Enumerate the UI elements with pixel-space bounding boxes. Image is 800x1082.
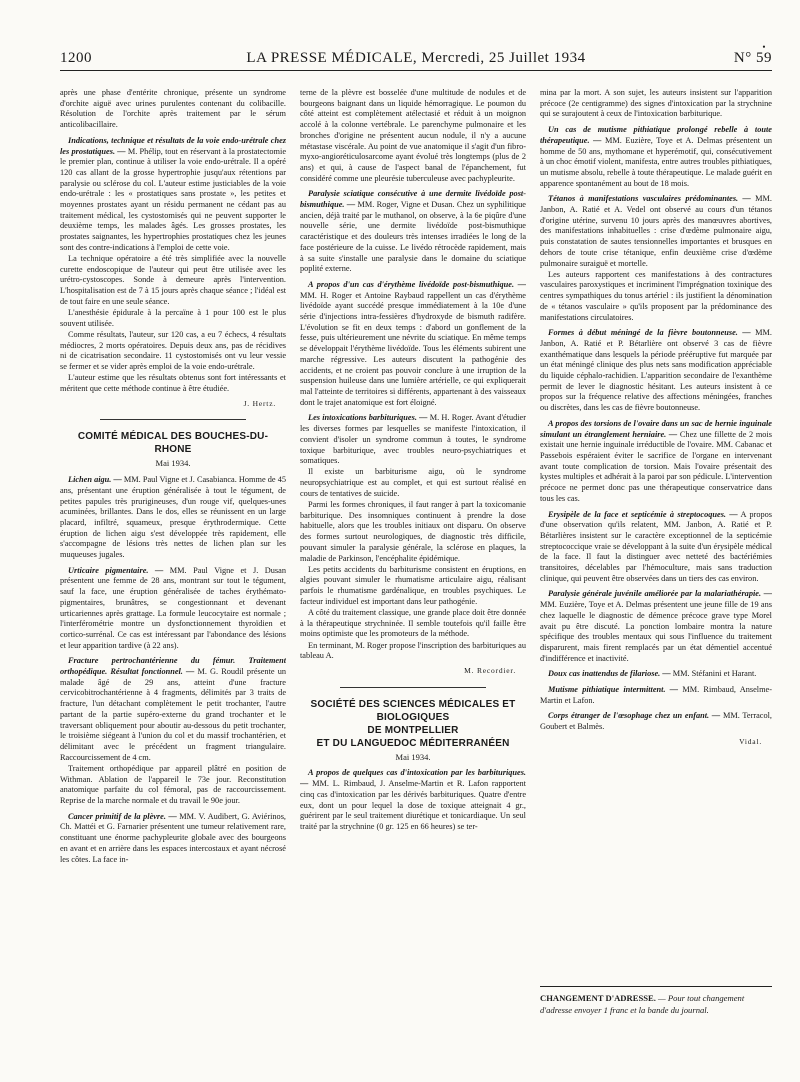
column-2 <box>300 88 526 1064</box>
abstract-title: Corps étranger de l'œsophage chez un enfant. — <box>548 711 721 721</box>
paragraph: Traitement orthopédique par appareil plâtré en position de Withman. Ablation de l'appareil le 73e jour. Reconstitution anatomique parfaite du col fémoral, pas de raccourcissement. Reprise de la marche normale et du travail le 90e jour. <box>60 763 286 805</box>
abstract-paragraph <box>540 194 772 269</box>
abstract-paragraph <box>540 328 772 414</box>
paragraph: L'auteur estime que les résultats obtenus sont fort intéressants et méritent que cette méthode continue à être étudiée. <box>60 373 286 393</box>
issue-number: N° 59 <box>733 50 772 66</box>
section-divider <box>340 687 486 688</box>
abstract-title: Paralysie générale juvénile améliorée par la malariathérapie. — <box>548 589 772 599</box>
abstract-title: Tétanos à manifestations vasculaires prédominantes. — <box>548 194 751 204</box>
paragraph: En terminant, M. Roger propose l'inscription des barbituriques au tableau A. <box>300 640 526 661</box>
abstract-paragraph <box>60 136 286 254</box>
abstract-body: MM. Rimbaud, Anselme-Martin et Lafon. <box>540 685 772 705</box>
paragraph: A côté du traitement classique, une grande place doit être donnée à la thérapeutique strychninée. Il semble toutefois qu'il faille être moins optimiste que les promoteurs de la méthode. <box>300 608 526 639</box>
abstract-title: Lichen aigu. — <box>68 475 122 485</box>
abstract-title: Doux cas inattendus de filariose. — <box>548 669 671 679</box>
abstract-body: MM. V. Audibert, G. Aviérinos, Ch. Mattéi et G. Farnarier présentent une tumeur relativement rare, constituant une énorme pachypleurite globale avec des bourgeons en avant et en arrière dans les espaces intercostaux et ayant nécrosé les côtes. La face in- <box>60 811 286 864</box>
abstract-title: Fracture pertrochantérienne du fémur. Traitement orthopédique. Résultat fonctionnel. — <box>60 656 286 677</box>
abstract-body: MM. Paul Vigne et J. Casabianca. Homme de 45 ans, présentant une éruption généralisée à tout le tégument, de petites papules très prurigineuses, d'un rouge vif, quelques-unes acuminées, brillantes. Dans le dos, elles se réunissent en un large placard, infiltré, squameux, presque érythrodermique. Cette éruption de lichen aigu s'est développée très rapidement, elle s'accompagne de lésions très nettes de lichen plan sur les muqueuses jugales. <box>60 475 286 560</box>
abstract-title: Paralysie sciatique consécutive à une dermite livédoïde post-bismuthique. — <box>300 189 526 210</box>
abstract-body: A propos d'une observation qu'ils relatent, MM. Janbon, A. Ratié et P. Bétarlières insistent sur le caractère exceptionnel de la septicémie streptococcique vraie se développant à la suite d'un érysipèle médical de la face. Il faut la distinguer avec netteté des bactériémies transitoires, décelables par l'hémoculture, mais sans traduction clinique, qui peuvent être observées dans un tiers des cas environ. <box>540 509 772 583</box>
abstract-paragraph <box>540 125 772 189</box>
abstract-body: MM. Janbon, A. Ratié et P. Bétarlière ont observé 3 cas de fièvre exanthématique dans lesquels la période prééruptive fut marquée par un état méningé clinique des plus nets sans modification appréciable du liquide céphalo-rachidien. L'apparition secondaire de l'exanthème permit de lever le diagnostic hésitant. Les auteurs insistent à ce propos sur la fréquence relative des affections méningées, franches ou discrètes, dans les cas de fièvre boutonneuse. <box>540 328 772 413</box>
section-heading <box>300 698 526 750</box>
abstract-body: Chez une fillette de 2 mois existait une hernie inguinale irréductible de l'ovaire. MM. Cabanac et Passebois espéraient éviter le sacrifice de l'organe en intervenant avant toute complication de torsion. Mais l'ovaire présentait des kystes multiples et adhérait à la paroi par son pédicule. L'intervention précoce ne permet donc pas une thérapeutique conservatrice dans tous les cas. <box>540 429 772 503</box>
paragraph: L'anesthésie épidurale à la percaïne à 1 pour 100 est le plus souvent utilisée. <box>60 308 286 328</box>
abstract-paragraph <box>60 566 286 652</box>
column-3 <box>540 88 772 978</box>
abstract-paragraph <box>540 685 772 706</box>
abstract-paragraph <box>540 510 772 585</box>
header-mark: • <box>762 42 766 52</box>
section-heading-line: SOCIÉTÉ DES SCIENCES MÉDICALES ET BIOLOGIQUES <box>310 698 516 723</box>
abstract-paragraph <box>300 280 526 408</box>
section-heading-line: DE MONTPELLIER <box>367 724 459 736</box>
abstract-body: MM. Euzière, Toye et A. Delmas présentent un homme de 50 ans, mythomane et hyperémotif, qui, consécutivement à un choc émotif violent, manifesta, entre autres troubles pithiatiques, un mutisme absolu, rebelle à toute thérapeutique. Le malade guérit en apparence spontanément au bout de 18 mois. <box>540 135 772 188</box>
abstract-paragraph <box>60 475 286 561</box>
abstract-paragraph <box>540 711 772 732</box>
notice-title: CHANGEMENT D'ADRESSE. <box>540 993 656 1003</box>
abstract-body: MM. Euzière, Toye et A. Delmas présentent une jeune fille de 19 ans chez laquelle le diagnostic de démence précoce grave type Morel avait pu être discuté. La ponction lombaire montra la nature spécifique des troubles mentaux qui sous l'influence du traitement disparurent, mais firent remplacés par un état démentiel accentué d'indifférence et inactivité. <box>540 600 772 663</box>
abstract-title: A propos d'un cas d'érythème livédoïde post-bismuthique. — <box>308 279 526 289</box>
paragraph: Les petits accidents du barbiturisme consistent en éruptions, en algies pouvant simuler le rhumatisme articulaire aigu, réalisant parfois le rhumatisme gardénalique, en troubles psychiques. Le facteur individuel est important dans leur pathogénie. <box>300 564 526 606</box>
abstract-title: Cancer primitif de la plèvre. — <box>68 811 177 821</box>
abstract-title: Urticaire pigmentaire. — <box>68 565 164 575</box>
signature: J. Hertz. <box>243 398 276 408</box>
page-number: 1200 <box>60 50 92 66</box>
abstract-title: Les intoxications barbituriques. — <box>308 413 428 423</box>
abstract-body: MM. H. Roger et Antoine Raybaud rappellent un cas d'érythème livédoïde ayant succédé presque immédiatement à la 10e d'une série d'injections intra-fessières d'hydroxyde de bismuth radifère. L'évolution se fit en deux temps : d'abord un gonflement de la fesse, puis ultérieurement une névrite du sciatique. En même temps se développait l'érythème livédoïde. Tous les éléments subirent une marche régressive. Les auteurs discutent la pathogénie des accidents, et ne croient pas pouvoir conclure à une irruption de la suspension huileuse dans une lumière artérielle, ce qui expliquerait mal l'atteinte de territoires si différents, appartenant à des vaisseaux dont le trajet anatomique est fort éloigné. <box>300 290 526 407</box>
abstract-paragraph <box>300 413 526 467</box>
paragraph: terne de la plèvre est bosselée d'une multitude de nodules et de bourgeons baignant dans un liquide hémorragique. Le poumon du côté atteint est complètement atélectasié et réduit à un moignon accolé à la colonne vertébrale. Le parenchyme pulmonaire et les bronches d'origine ne présentent aucun nodule, il n'y a aucune métastase viscérale. Au point de vue anatomique il s'agit d'un fibro-myxo-angioréticulosarcome ayant évolué très longtemps (plus de 2 ans) et qui, à cause de l'aspect banal de l'épanchement, fut considéré comme une pleurésie tuberculeuse avec pachypleurite. <box>300 88 526 183</box>
section-date: Mai 1934. <box>395 751 431 762</box>
abstract-title: Mutisme pithiatique intermittent. — <box>548 685 679 695</box>
abstract-paragraph <box>300 768 526 832</box>
abstract-body: MM. Paul Vigne et J. Dusan présentent une femme de 28 ans, montrant sur tout le tégument, sauf la face, une éruption généralisée de taches érythémato-pigmentaires, brunâtres, se congestionnant et devenant urticariennes après grattage. La formule leucocytaire est normale ; l'interférométrie montre un dysfonctionnement thyroïdien et cortico-surrénal. Ce cas est intéressant par l'abondance des lésions et leur apparition tardive (à 22 ans). <box>60 565 286 650</box>
column-1 <box>60 88 286 1064</box>
abstract-paragraph <box>540 419 772 505</box>
abstract-body: MM. Stéfanini et Harant. <box>670 669 757 679</box>
signature: Vidal. <box>739 736 762 746</box>
abstract-body: M. H. Roger. Avant d'étudier les diverses formes par lesquelles se manifeste l'intoxication, il convient d'isoler un syndrome commun à toutes, le syndrome toxique barbiturique, avec troubles neuro-psychiatriques et somatiques. <box>300 413 526 466</box>
abstract-body: MM. L. Rimbaud, J. Anselme-Martin et R. Lafon rapportent cinq cas d'intoxication par les dérivés barbituriques. Quatre d'entre eux, dont un pour lequel la dose de toxique atteignait 4 gr., guérirent par le seul traitement diurétique et tonicardiaque. Un seul traité par la strychnine (0 gr. 125 en 66 heures) se ter- <box>300 779 526 831</box>
section-date: Mai 1934. <box>155 458 191 469</box>
abstract-paragraph <box>60 812 286 866</box>
abstract-paragraph <box>300 189 526 275</box>
abstract-body: M. G. Roudil présente un malade âgé de 29 ans, atteint d'une fracture cervicobitrochantérienne à 4 fragments, délimités par 3 traits de fracture, l'un détachant complètement le petit trochanter, l'autre partant de la partie supéro-externe du grand trochanter et le traversant obliquement pour aboutir au-dessous du petit trochanter, le troisième siégeant à l'union du col et du massif trochantérien, et délimitant avec le précédent un fragment triangulaire. Raccourcissement de 4 cm. <box>60 667 286 762</box>
abstract-title: Indications, technique et résultats de la voie endo-urétrale chez les prostatiques. — <box>60 135 286 156</box>
abstract-body: MM. Terracol, Goubert et Balmès. <box>540 711 772 732</box>
section-divider <box>100 419 246 420</box>
section-heading-line: ET DU LANGUEDOC MÉDITERRANÉEN <box>316 737 510 749</box>
paragraph: Comme résultats, l'auteur, sur 120 cas, a eu 7 échecs, 4 résultats médiocres, 2 morts opératoires. Depuis deux ans, pas de récidives ni de cicatrisation secondaire. 11 cystostomisés ont vu leur vessie se fermer et se vider après emploi de la voie endo-urétrale. <box>60 329 286 372</box>
paragraph: mina par la mort. A son sujet, les auteurs insistent sur l'apparition précoce (2e centigramme) des signes d'intoxication par la strychnine qui se surajoutent à ceux de l'intoxication barbiturique. <box>540 88 772 119</box>
page-header <box>60 42 772 71</box>
abstract-paragraph <box>540 589 772 664</box>
abstract-paragraph <box>60 656 286 763</box>
paragraph: après une phase d'entérite chronique, présente un syndrome d'orchite aiguë avec urines purulentes contenant du colibacille. Résolution de l'orchite après traitement par le sérum anticolibacillaire. <box>60 88 286 130</box>
address-change-notice <box>540 986 772 1063</box>
abstract-body: MM. Roger, Vigne et Dusan. Chez un syphilitique ancien, déjà traité par le muthanol, on observe, à la 6e piqûre d'une nouvelle série, une dermite livédoïde post-bismuthique caractéristique et des douleurs très intenses irradiées le long de la face postérieure de la cuisse. Le livédo rétrocède rapidement, mais à sa suite s'installe une paralysie dans le domaine du sciatique poplité externe. <box>300 200 526 274</box>
paragraph: Les auteurs rapportent ces manifestations à des contractures vasculaires paroxystiques et incriminent l'imprégnation toxinique des centres sympathiques du tonus artériel : ils justifient la dénomination de « tétanos vasculaire » qu'ils proposent par la prédominance des manifestations circulatoires. <box>540 269 772 322</box>
abstract-paragraph <box>540 669 772 680</box>
abstract-body: M. Phélip, tout en réservant à la prostatectomie le premier plan, continue à utiliser la voie endo-urétrale. Il a opéré 120 cas allant de la grosse hypertrophie jusqu'aux rétentions par paralysie ou sclérose du col. L'auteur estime justiciables de la voie endo-urétrale : les « prostatiques sans prostate », les petites et moyennes prostates ayant un résidu permanent ne cédant pas au traitement médical, les cystostomisés qui ne peuvent supporter le deuxième temps, les malades âgés. Les grosses prostates, les prostates saignantes, les hypertrophies prostatiques chez les jeunes sont des contre-indications à l'emploi de cette voie. <box>60 146 286 252</box>
abstract-title: A propos des torsions de l'ovaire dans un sac de hernie inguinale simulant un étranglement herniaire. — <box>540 418 772 439</box>
abstract-title: A propos de quelques cas d'intoxication par les barbituriques. — <box>300 768 526 789</box>
paragraph: Il existe un barbiturisme aigu, où le syndrome neuropsychiatrique est au complet, et qui est surtout réalisé en cours de tentatives de suicide. <box>300 467 526 498</box>
abstract-title: Un cas de mutisme pithiatique prolongé rebelle à toute thérapeutique. — <box>540 125 772 145</box>
journal-title: LA PRESSE MÉDICALE, Mercredi, 25 Juillet 1934 <box>246 50 586 66</box>
abstract-body: MM. Janbon, A. Ratié et A. Vedel ont observé au cours d'un tétanos d'origine utérine, survenu 10 jours après des manœuvres abortives, des manifestations inhabituelles : crise d'œdème pulmonaire aigu, puis constatation de sautes tensionnelles importantes et brusques en dehors de toute crise tétanique, enfin deuxième crise d'œdème pulmonaire suraiguë et mortelle. <box>540 194 772 268</box>
abstract-title: Erysipèle de la face et septicémie à streptocoques. — <box>548 509 738 519</box>
section-heading: COMITÉ MÉDICAL DES BOUCHES-DU-RHONE <box>77 431 269 456</box>
paragraph: La technique opératoire a été très simplifiée avec la nouvelle curette endoscopique de l'auteur qui peut être utilisée avec les urétro-cystoscopes. Sonde à demeure après l'intervention. L'hospitalisation est de 7 à 15 jours après chaque séance ; l'idéal est de tout faire en une seule séance. <box>60 254 286 306</box>
notice-body: — Pour tout changement d'adresse envoyer 1 franc et la bande du journal. <box>540 993 745 1015</box>
signature: M. Recordier. <box>464 666 516 676</box>
paragraph: Parmi les formes chroniques, il faut ranger à part la toxicomanie barbiturique. Des insomniques continuent à prendre la dose habituelle, alors que les troubles initiaux ont disparu. On observe des formes surtout neurologiques, de diagnostic très difficile, pouvant simuler la paralysie générale, la sclérose en plaques, la maladie de Parkinson, l'encéphalite épidémique. <box>300 500 526 563</box>
abstract-title: Formes à début méningé de la fièvre boutonneuse. — <box>548 328 751 338</box>
